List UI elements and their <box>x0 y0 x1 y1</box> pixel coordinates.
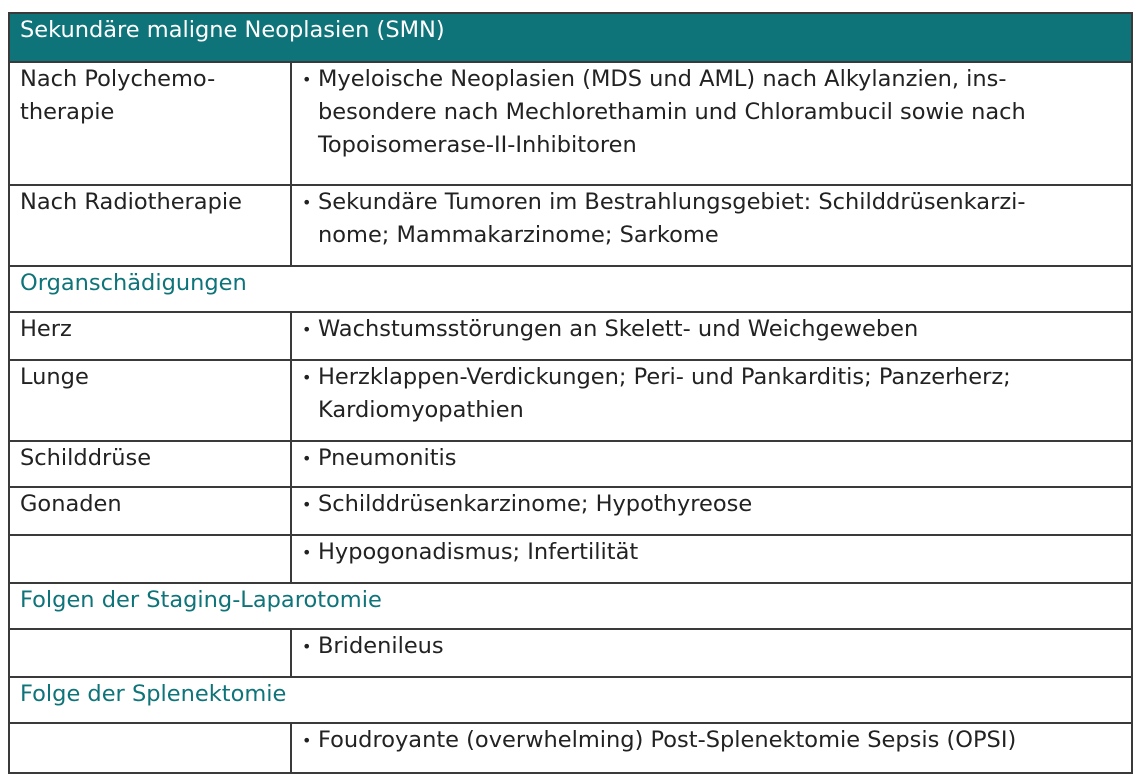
row-label: Schilddrüse <box>9 441 291 487</box>
table-row <box>9 629 1132 677</box>
table-row <box>9 360 1132 441</box>
table-row <box>9 535 1132 583</box>
row-text-cell <box>291 629 1132 677</box>
row-text: Bridenileus <box>318 633 444 659</box>
bullet-icon: • <box>302 731 312 750</box>
row-text: Myeloische Neoplasien (MDS und AML) nach Alkylanzien, ins- besondere nach Mechlorethamin und Chlorambucil sowie nach Topoisomerase-II-Inhibitoren <box>318 66 1026 158</box>
bullet-icon: • <box>302 320 312 339</box>
row-text: Hypogonadismus; Infertilität <box>318 539 639 565</box>
row-text: Schilddrüsenkarzinome; Hypothyreose <box>318 491 753 517</box>
row-text: Wachstumsstörungen an Skelett- und Weichgeweben <box>318 316 919 342</box>
bullet-icon: • <box>302 70 312 89</box>
bullet-icon: • <box>302 193 312 212</box>
table-row <box>9 487 1132 535</box>
row-text: Pneumonitis <box>318 445 457 471</box>
row-label: Nach Radiotherapie <box>9 185 291 266</box>
table-header-row <box>9 13 1132 62</box>
table-row <box>9 441 1132 487</box>
row-text-cell <box>291 185 1132 266</box>
row-text-cell <box>291 487 1132 535</box>
row-label: Gonaden <box>9 487 291 535</box>
row-text-cell <box>291 312 1132 360</box>
section-row-organ <box>9 266 1132 312</box>
row-text: Foudroyante (overwhelming) Post-Splenektomie Sepsis (OPSI) <box>318 727 1017 753</box>
section-row-splenectomy <box>9 677 1132 723</box>
bullet-icon: • <box>302 449 312 468</box>
table-row <box>9 312 1132 360</box>
table-header: Sekundäre maligne Neoplasien (SMN) <box>9 13 1132 62</box>
table-row <box>9 62 1132 185</box>
table-row <box>9 723 1132 773</box>
bullet-icon: • <box>302 637 312 656</box>
row-text-cell <box>291 535 1132 583</box>
row-label: Nach Polychemo- therapie <box>9 62 291 185</box>
row-label <box>9 723 291 773</box>
bullet-icon: • <box>302 368 312 387</box>
table-row <box>9 185 1132 266</box>
row-text-cell <box>291 441 1132 487</box>
row-label: Herz <box>9 312 291 360</box>
row-label: Lunge <box>9 360 291 441</box>
section-heading: Folgen der Staging-Laparotomie <box>9 583 1132 629</box>
row-text-cell <box>291 723 1132 773</box>
row-text: Sekundäre Tumoren im Bestrahlungsgebiet: Schilddrüsenkarzi- nome; Mammakarzinome; Sarkome <box>318 189 1026 248</box>
late-effects-table <box>8 12 1133 774</box>
row-text-cell <box>291 360 1132 441</box>
section-row-staging <box>9 583 1132 629</box>
row-text-cell <box>291 62 1132 185</box>
row-label <box>9 535 291 583</box>
row-text: Herzklappen-Verdickungen; Peri- und Pankarditis; Panzerherz; Kardiomyopathien <box>318 364 1011 423</box>
bullet-icon: • <box>302 495 312 514</box>
row-label <box>9 629 291 677</box>
section-heading: Organschädigungen <box>9 266 1132 312</box>
section-heading: Folge der Splenektomie <box>9 677 1132 723</box>
bullet-icon: • <box>302 543 312 562</box>
